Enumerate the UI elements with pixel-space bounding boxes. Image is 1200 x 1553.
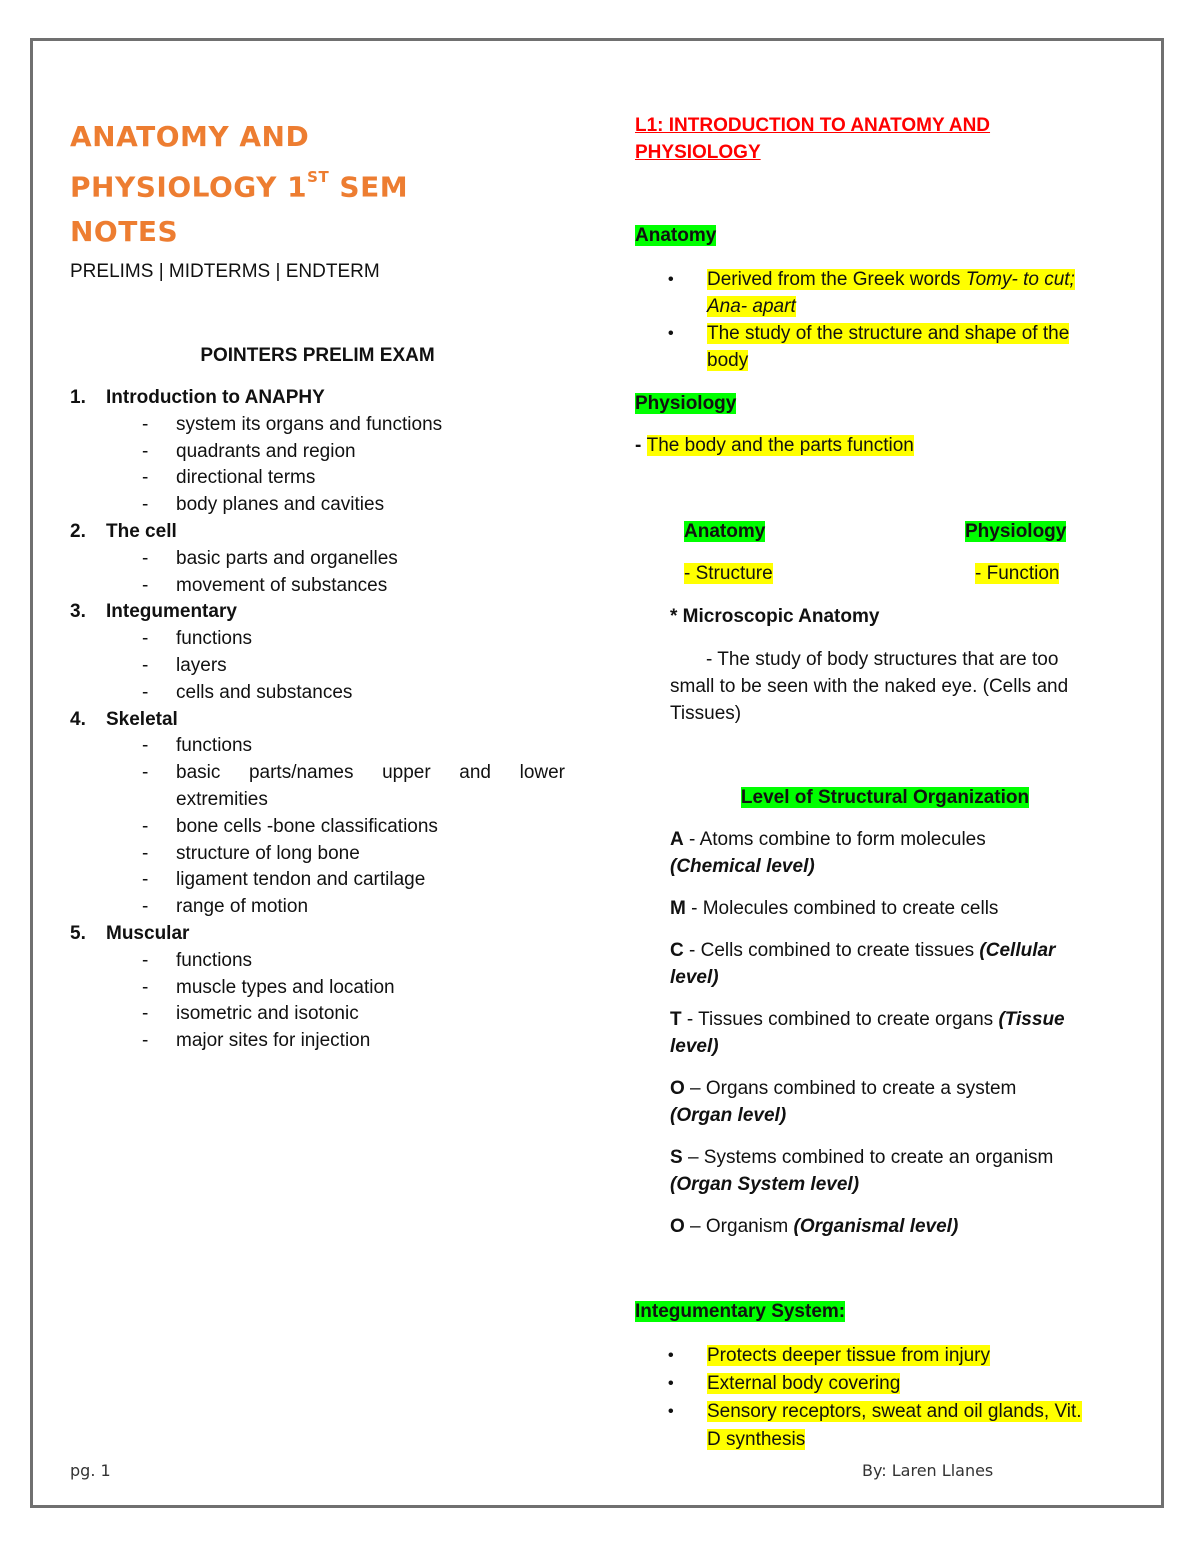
microscopic-definition: - The study of body structures that are too small to be seen with the naked eye. (Cells and Tissues) [670, 649, 1069, 724]
topic-number: 3. [70, 601, 86, 623]
sub-item: - functions [142, 949, 253, 971]
topic-number: 4. [70, 708, 86, 730]
list-item: • Sensory receptors, sweat and oil glands, Vit. D synthesis [668, 1401, 1082, 1450]
sub-item: - range of motion [142, 896, 309, 918]
list-item: • Derived from the Greek words Tomy- to cut; Ana- apart [668, 269, 1075, 317]
physiology-definition: - The body and the parts function [635, 435, 914, 456]
sub-item: - functions [142, 628, 253, 650]
anatomy-heading: Anatomy [635, 225, 717, 246]
sub-item: - quadrants and region [142, 440, 356, 462]
sub-item: - isometric and isotonic [142, 1003, 359, 1025]
sub-item: - directional terms [142, 467, 316, 489]
level-entry: O – Organism (Organismal level) [670, 1216, 959, 1237]
list-item: • The study of the structure and shape of the body [668, 323, 1070, 371]
topic-title: Integumentary [106, 601, 237, 623]
topic-item [70, 519, 565, 599]
sub-item: - body planes and cavities [142, 494, 385, 516]
sub-item: - muscle types and location [142, 976, 395, 998]
list-item: • External body covering [668, 1373, 901, 1394]
list-item: • Protects deeper tissue from injury [668, 1345, 991, 1366]
sub-item: - basic parts/names upper and lower extremities [142, 762, 565, 810]
lesson-title [635, 112, 1135, 166]
page-number: pg. 1 [70, 1461, 111, 1480]
integumentary-heading: Integumentary System: [635, 1301, 846, 1322]
compare-anatomy-value: - Structure [684, 563, 773, 584]
topic-item [70, 921, 565, 1055]
microscopic-heading: * Microscopic Anatomy [670, 606, 880, 627]
lesson-title-line-1: L1: INTRODUCTION TO ANATOMY AND [635, 115, 991, 136]
anatomy-bullets [635, 266, 1135, 374]
topic-title: Muscular [106, 922, 190, 944]
physiology-heading: Physiology [635, 393, 737, 414]
level-entry: A - Atoms combine to form molecules (Chemical level) [670, 829, 986, 877]
topic-number: 5. [70, 922, 86, 944]
title-line-3: NOTES [70, 215, 179, 249]
topic-number: 2. [70, 520, 86, 542]
level-entry: S – Systems combined to create an organism (Organ System level) [670, 1147, 1054, 1195]
sub-item: - layers [142, 654, 227, 676]
document-title [70, 114, 550, 254]
compare-anatomy-heading: Anatomy [684, 521, 766, 542]
sub-item: - structure of long bone [142, 842, 360, 864]
topic-item [70, 707, 565, 921]
sub-item: - functions [142, 735, 253, 757]
level-entry: T - Tissues combined to create organs (Tissue level) [670, 1009, 1065, 1057]
lesson-title-line-2: PHYSIOLOGY [635, 142, 761, 163]
topic-title: The cell [106, 520, 177, 542]
levels-heading: Level of Structural Organization [740, 787, 1030, 808]
integumentary-bullets [635, 1342, 1135, 1454]
topic-number: 1. [70, 387, 86, 408]
sub-item: - bone cells -bone classifications [142, 815, 438, 837]
title-line-1: ANATOMY AND [70, 120, 310, 153]
compare-physiology-heading: Physiology [965, 521, 1067, 542]
compare-physiology-value: - Function [975, 563, 1060, 584]
sub-item: - system its organs and functions [142, 413, 443, 435]
levels-list [670, 826, 1140, 1255]
sub-item: - cells and substances [142, 681, 353, 703]
level-entry: M - Molecules combined to create cells [670, 898, 999, 919]
sub-item: - basic parts and organelles [142, 547, 398, 569]
level-entry: C - Cells combined to create tissues (Cellular level) [670, 940, 1056, 988]
title-line-2: PHYSIOLOGY 1ST SEM [70, 168, 409, 204]
level-entry: O – Organs combined to create a system (Organ level) [670, 1078, 1017, 1126]
sub-item: - ligament tendon and cartilage [142, 869, 426, 891]
sub-item: - major sites for injection [142, 1030, 371, 1052]
topic-title: Skeletal [106, 708, 178, 730]
topic-item [70, 599, 565, 706]
topics-list [70, 385, 565, 1055]
subtitle: PRELIMS | MIDTERMS | ENDTERM [70, 261, 380, 282]
topic-item [70, 385, 565, 519]
topic-title: Introduction to ANAPHY [106, 387, 325, 408]
author-credit: By: Laren Llanes [862, 1461, 994, 1480]
sub-item: - movement of substances [142, 574, 388, 596]
pointers-heading: POINTERS PRELIM EXAM [200, 345, 435, 366]
